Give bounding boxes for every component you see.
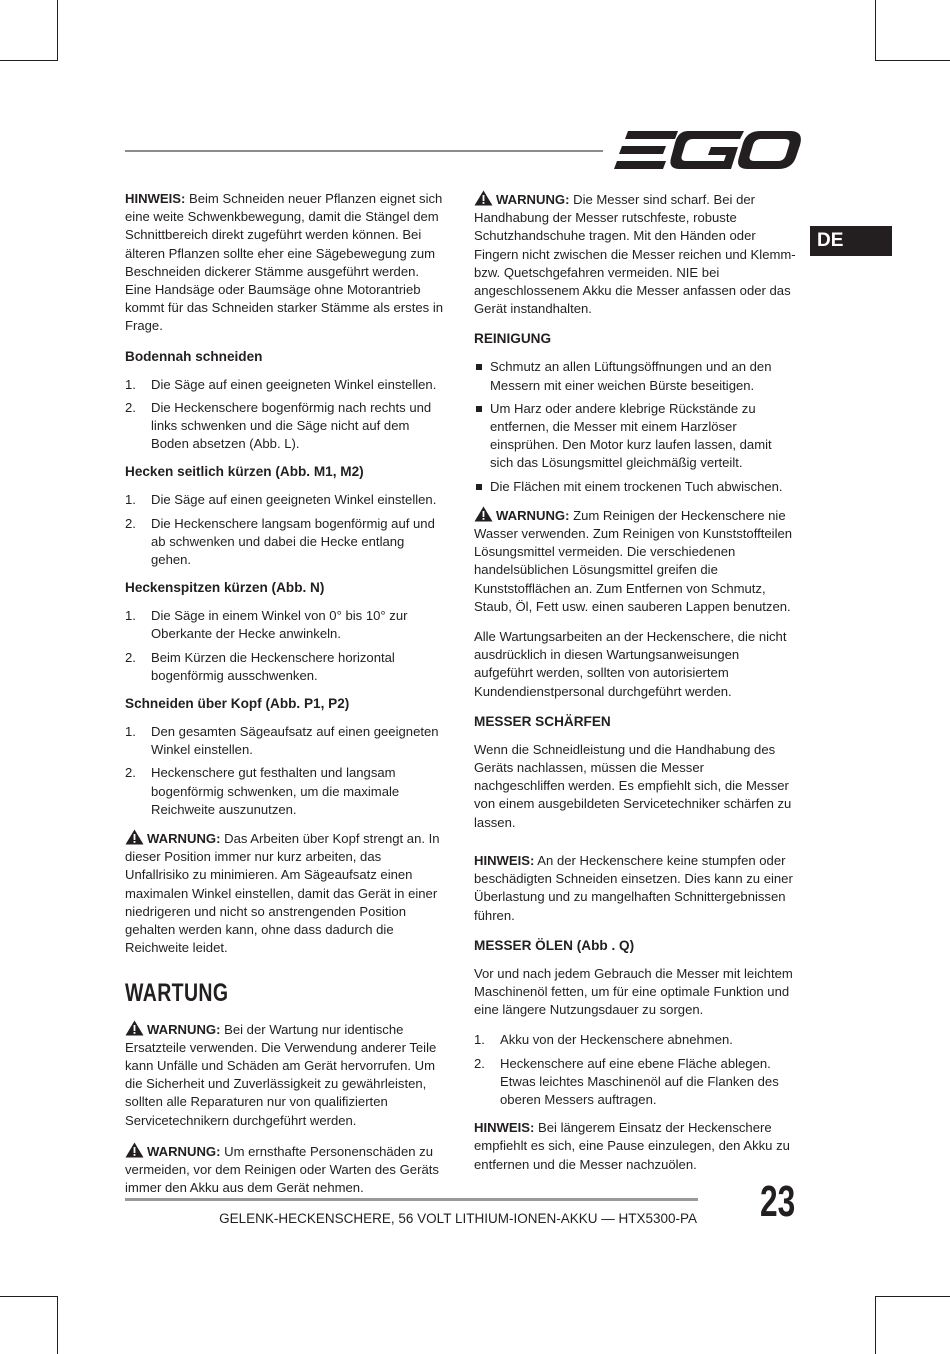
maintenance-paragraph: Alle Wartungsarbeiten an der Heckenschere, die nicht ausdrücklich in diesen Wartungsanweisungen aufgeführt werden, sollten von autorisiertem Kundendienstpersonal durchgeführt werden. xyxy=(474,629,787,699)
crop-mark xyxy=(875,1296,950,1297)
numbered-list xyxy=(125,491,447,569)
section-title-overhead-cut: Schneiden über Kopf (Abb. P1, P2) xyxy=(125,696,350,712)
list-item: 1. Den gesamten Sägeaufsatz auf einen geeigneten Winkel einstellen. xyxy=(125,724,439,758)
warning-paragraph xyxy=(125,829,447,957)
warning-label: WARNUNG: xyxy=(147,1143,221,1159)
sharpen-paragraph: Wenn die Schneidleistung und die Handhabung des Geräts nachlassen, müssen die Messer nachgeschliffen werden. Es empfiehlt sich, die Messer von einem ausgebildeten Servicetechniker schärfen zu lassen. xyxy=(474,741,792,830)
footer-product-title: GELENK-HECKENSCHERE, 56 VOLT LITHIUM-IONEN-AKKU — HTX5300-PA xyxy=(219,1211,697,1226)
square-bullet-icon xyxy=(476,364,482,370)
note-paragraph xyxy=(474,1119,796,1174)
warning-triangle-icon xyxy=(125,1020,144,1036)
bullet-list xyxy=(474,358,796,495)
numbered-list xyxy=(125,607,447,685)
note-text: An der Heckenschere keine stumpfen oder beschädigten Schneiden einsetzen. Dies kann zu einer Überlastung und zu mangelhaften Schnittergebnissen führen. xyxy=(474,852,793,923)
heading-maintenance: WARTUNG xyxy=(125,978,229,1007)
crop-mark xyxy=(875,0,876,60)
language-tab: DE xyxy=(810,226,892,256)
list-item: 1. Die Säge in einem Winkel von 0° bis 10° zur Oberkante der Hecke anwinkeln. xyxy=(125,608,408,642)
note-text: Beim Schneiden neuer Pflanzen eignet sich eine weite Schwenkbewegung, damit die Stängel dem Schnittbereich direkt zugeführt werden können. Bei älteren Pflanzen sollte eher eine Sägebewegung zum Beschneiden dickerer Stämme ausgeführt werden. Eine Handsäge oder Baumsäge ohne Motorantrieb kommt für das Schneiden starker Stämme als erstes in Frage. xyxy=(125,191,444,334)
section-title-sharpen: MESSER SCHÄRFEN xyxy=(474,713,611,729)
warning-text: Um ernsthafte Personenschäden zu vermeiden, vor dem Reinigen oder Warten des Geräts immer den Akku aus dem Gerät nehmen. xyxy=(125,1143,439,1196)
list-item: 2. Die Heckenschere bogenförmig nach rechts und links schwenken und die Säge nicht auf dem Boden absetzen (Abb. L). xyxy=(125,399,432,452)
list-item: 1. Die Säge auf einen geeigneten Winkel einstellen. xyxy=(125,492,437,508)
list-item: 2. Die Heckenschere langsam bogenförmig auf und ab schwenken und dabei die Hecke entlang gehen. xyxy=(125,515,435,568)
numbered-list xyxy=(125,723,447,819)
list-item: Schmutz an allen Lüftungsöffnungen und an den Messern mit einer weichen Bürste beseitigen. xyxy=(474,358,796,394)
page-number: 23 xyxy=(760,1177,796,1226)
section-title-ground-cut: Bodennah schneiden xyxy=(125,348,263,364)
warning-paragraph xyxy=(125,1020,447,1130)
warning-text: Das Arbeiten über Kopf strengt an. In dieser Position immer nur kurz arbeiten, das Unfallrisiko zu minimieren. Am Sägeaufsatz einen maximalen Winkel einstellen, damit das Gerät in einer niedrigeren und nicht so anstrengenden Position gehalten werden kann, ohne dass dadurch die Reichweite leidet. xyxy=(125,831,440,956)
note-text: Bei längerem Einsatz der Heckenschere empfiehlt es sich, eine Pause einzulegen, den Akku zu entfernen und die Messer nachzuölen. xyxy=(474,1120,790,1172)
crop-mark xyxy=(0,1296,58,1297)
warning-triangle-icon xyxy=(474,190,493,206)
warning-label: WARNUNG: xyxy=(496,507,570,523)
note-label: HINWEIS: xyxy=(474,852,535,868)
crop-mark xyxy=(875,60,950,61)
crop-mark xyxy=(0,60,58,61)
warning-label: WARNUNG: xyxy=(496,192,570,207)
list-item: Um Harz oder andere klebrige Rückstände zu entfernen, die Messer mit einem Harzlöser einsprühen. Den Motor kurz laufen lassen, damit sich das Lösungsmittel gleichmäßig verteilt. xyxy=(474,400,796,473)
section-title-cleaning: REINIGUNG xyxy=(474,331,552,347)
right-column xyxy=(474,190,796,1186)
crop-mark xyxy=(875,1296,876,1354)
crop-mark xyxy=(57,1296,58,1354)
list-item: 2. Beim Kürzen die Heckenschere horizontal bogenförmig ausschwenken. xyxy=(125,649,395,683)
crop-mark xyxy=(57,0,58,60)
left-column xyxy=(125,190,447,1209)
warning-paragraph xyxy=(474,506,796,616)
warning-triangle-icon xyxy=(474,506,493,522)
warning-text: Zum Reinigen der Heckenschere nie Wasser verwenden. Zum Reinigen von Kunststoffteilen Lösungsmittel vermeiden. Die verschiedenen handelsüblichen Lösungsmittel greifen die Kunststofflächen an. Zum Entfernen von Schmutz, Staub, Öl, Fett usw. einen sauberen Lappen benutzen. xyxy=(474,507,793,614)
oil-paragraph: Vor und nach jedem Gebrauch die Messer mit leichtem Maschinenöl fetten, um für eine optimale Funktion und eine längere Nutzungsdauer zu sorgen. xyxy=(474,965,793,1018)
section-title-side-cut: Hecken seitlich kürzen (Abb. M1, M2) xyxy=(125,464,364,480)
numbered-list xyxy=(474,1031,796,1109)
list-item: 1. Akku von der Heckenschere abnehmen. xyxy=(474,1032,733,1048)
list-item: 2. Heckenschere gut festhalten und langsam bogenförmig schwenken, um die maximale Reichweite auszunutzen. xyxy=(125,765,400,817)
footer-rule xyxy=(125,1198,698,1201)
section-title-top-cut: Heckenspitzen kürzen (Abb. N) xyxy=(125,580,325,596)
note-label: HINWEIS: xyxy=(125,191,186,206)
warning-label: WARNUNG: xyxy=(147,831,221,847)
warning-text: Die Messer sind scharf. Bei der Handhabung der Messer rutschfeste, robuste Schutzhandschuhe tragen. Mit den Händen oder Fingern nicht zwischen die Messer reichen und Klemm- bzw. Quetschgefahren vermeiden. NIE bei angeschlossenem Akku die Messer anfassen oder das Gerät instandhalten. xyxy=(474,192,796,317)
list-item: Die Flächen mit einem trockenen Tuch abwischen. xyxy=(474,478,796,496)
list-item: 2. Heckenschere auf eine ebene Fläche ablegen. Etwas leichtes Maschinenöl auf die Flanken des oberen Messers auftragen. xyxy=(474,1055,779,1107)
warning-triangle-icon xyxy=(125,1142,144,1158)
list-item: 1. Die Säge auf einen geeigneten Winkel einstellen. xyxy=(125,376,437,392)
section-title-oil: MESSER ÖLEN (Abb . Q) xyxy=(474,937,635,953)
warning-text: Bei der Wartung nur identische Ersatzteile verwenden. Die Verwendung anderer Teile kann Unfälle und Schäden am Gerät hervorrufen. Um die Sicherheit und Zuverlässigkeit zu gewährleisten, sollten alle Reparaturen nur von qualifizierten Servicetechnikern durchgeführt werden. xyxy=(125,1021,437,1128)
note-label: HINWEIS: xyxy=(474,1120,535,1136)
warning-paragraph xyxy=(125,1142,447,1198)
warning-paragraph xyxy=(474,190,796,318)
header-rule xyxy=(125,150,603,152)
ego-logo xyxy=(614,127,802,175)
warning-label: WARNUNG: xyxy=(147,1021,221,1037)
square-bullet-icon xyxy=(476,484,482,490)
warning-triangle-icon xyxy=(125,829,144,845)
numbered-list xyxy=(125,376,447,454)
note-paragraph xyxy=(125,190,447,336)
note-paragraph xyxy=(474,852,796,925)
square-bullet-icon xyxy=(476,406,482,412)
